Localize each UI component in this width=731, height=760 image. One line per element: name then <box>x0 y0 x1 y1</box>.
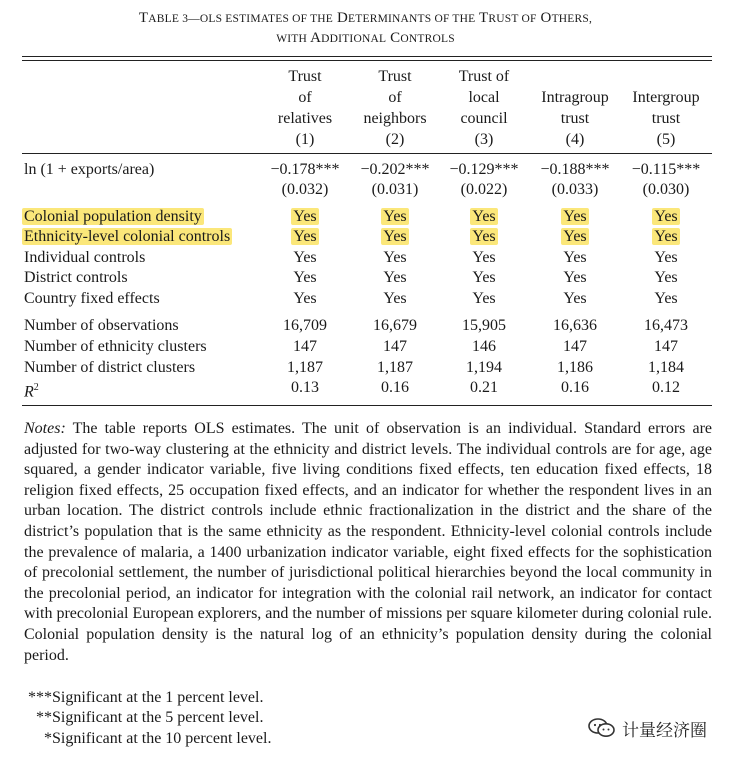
header-line: council <box>460 110 508 127</box>
header-line: of <box>298 89 312 106</box>
wechat-bubble-icon <box>588 717 616 739</box>
control-value: Yes <box>293 290 317 307</box>
control-value: Yes <box>563 290 587 307</box>
column-number: (5) <box>656 131 676 148</box>
control-value: Yes <box>654 249 678 266</box>
control-value: Yes <box>654 290 678 307</box>
stat-value: 1,186 <box>557 359 593 376</box>
column-number: (4) <box>565 131 585 148</box>
stat-value: 147 <box>383 338 407 355</box>
control-value: Yes <box>472 208 496 225</box>
standard-error: (0.022) <box>460 181 508 198</box>
notes-lead: Notes: <box>24 420 66 437</box>
stat-value: 146 <box>472 338 496 355</box>
control-row-label: Individual controls <box>24 249 146 266</box>
control-value: Yes <box>383 208 407 225</box>
significance-note: ***Significant at the 1 percent level. <box>28 689 264 706</box>
stat-value: 16,709 <box>283 317 327 334</box>
stat-row-label: Number of district clusters <box>24 359 196 376</box>
header-line: trust <box>651 110 681 127</box>
stat-value: 0.21 <box>470 379 498 396</box>
column-number: (3) <box>474 131 494 148</box>
stat-value: 147 <box>654 338 678 355</box>
notes-text: The table reports OLS estimates. The unit of observation is an individual. Standard errors are adjusted for two-way clustering at the ethnicity and district levels. The individual controls are for age, age squared, a gender indicator variable, five living conditions fixed effects, ten education fixed effects, 18 religion fixed effects, 25 occupation fixed effects, and an indicator for whether the respondent lives in an urban location. The district controls include ethnic fractionalization in the district and the share of the district’s population that is the same ethnicity as the respondent. Ethnicity-level colonial controls include the prevalence of malaria, a 1400 urbanization indicator variable, eight fixed effects for the sophistication of precolonial settlement, the number of jurisdictional political hierarchies beyond the local community in the precolonial period, an indicator for integration with the colonial rail network, an indicator for contact with precolonial European explorers, and the number of missions per square kilometer during colonial rule. Colonial population density is the natural log of an ethnicity’s population density during the colonial period. <box>24 420 712 664</box>
control-value: Yes <box>383 228 407 245</box>
control-value: Yes <box>563 249 587 266</box>
standard-error: (0.033) <box>551 181 599 198</box>
table-subtitle: WITH ADDITIONAL CONTROLS <box>276 30 455 46</box>
stat-value: 0.16 <box>381 379 409 396</box>
control-value: Yes <box>472 228 496 245</box>
standard-error: (0.030) <box>642 181 690 198</box>
control-value: Yes <box>654 208 678 225</box>
stat-value: 16,636 <box>553 317 597 334</box>
significance-note: *Significant at the 10 percent level. <box>44 730 272 747</box>
control-value: Yes <box>563 228 587 245</box>
coef-value: −0.129*** <box>449 161 519 178</box>
control-value: Yes <box>293 228 317 245</box>
coef-value: −0.188*** <box>540 161 610 178</box>
stat-value: 1,194 <box>466 359 502 376</box>
coef-value: −0.178*** <box>270 161 340 178</box>
control-row-label: Country fixed effects <box>24 290 160 307</box>
header-line: trust <box>560 110 590 127</box>
column-number: (1) <box>295 131 315 148</box>
header-line: Trust <box>378 68 412 85</box>
control-value: Yes <box>383 249 407 266</box>
coef-value: −0.202*** <box>360 161 430 178</box>
control-row-label: Ethnicity-level colonial controls <box>24 228 231 245</box>
stat-value: 0.16 <box>561 379 589 396</box>
stat-value: 1,187 <box>287 359 323 376</box>
table-notes <box>24 419 712 666</box>
standard-error: (0.032) <box>281 181 329 198</box>
table-title: TABLE 3—OLS ESTIMATES OF THE DETERMINANTS OF THE TRUST OF OTHERS, <box>138 10 593 26</box>
stat-value: 0.12 <box>652 379 680 396</box>
coef-row-label: ln (1 + exports/area) <box>24 161 155 178</box>
control-value: Yes <box>472 269 496 286</box>
control-row-label: District controls <box>24 269 128 286</box>
control-value: Yes <box>654 228 678 245</box>
stat-row-label: Number of ethnicity clusters <box>24 338 207 355</box>
stat-value: 16,679 <box>373 317 417 334</box>
header-rule <box>22 153 712 154</box>
coef-value: −0.115*** <box>631 161 701 178</box>
header-line: of <box>388 89 402 106</box>
header-line: Intergroup <box>632 89 700 106</box>
watermark-text: 计量经济圈 <box>622 720 707 741</box>
standard-error: (0.031) <box>371 181 419 198</box>
r-squared-label: $R^2$ <box>24 382 39 401</box>
header-line: Intragroup <box>541 89 609 106</box>
stat-value: 147 <box>563 338 587 355</box>
control-value: Yes <box>383 290 407 307</box>
header-line: Trust <box>288 68 322 85</box>
stat-value: 0.13 <box>291 379 319 396</box>
header-line: Trust of <box>458 68 510 85</box>
significance-note: **Significant at the 5 percent level. <box>36 709 264 726</box>
stat-value: 147 <box>293 338 317 355</box>
header-line: neighbors <box>363 110 427 127</box>
watermark <box>588 713 707 743</box>
control-value: Yes <box>293 249 317 266</box>
control-value: Yes <box>383 269 407 286</box>
header-line: relatives <box>277 110 333 127</box>
control-value: Yes <box>472 249 496 266</box>
control-value: Yes <box>563 269 587 286</box>
control-value: Yes <box>563 208 587 225</box>
stat-value: 1,187 <box>377 359 413 376</box>
control-value: Yes <box>293 269 317 286</box>
stat-value: 16,473 <box>644 317 688 334</box>
control-value: Yes <box>654 269 678 286</box>
control-value: Yes <box>472 290 496 307</box>
bottom-rule <box>22 405 712 406</box>
stat-row-label: Number of observations <box>24 317 179 334</box>
control-row-label: Colonial population density <box>24 208 202 225</box>
top-rule-2 <box>22 60 712 61</box>
control-value: Yes <box>293 208 317 225</box>
header-line: local <box>468 89 500 106</box>
column-number: (2) <box>385 131 405 148</box>
top-rule <box>22 56 712 57</box>
stat-value: 15,905 <box>462 317 506 334</box>
stat-value: 1,184 <box>648 359 684 376</box>
